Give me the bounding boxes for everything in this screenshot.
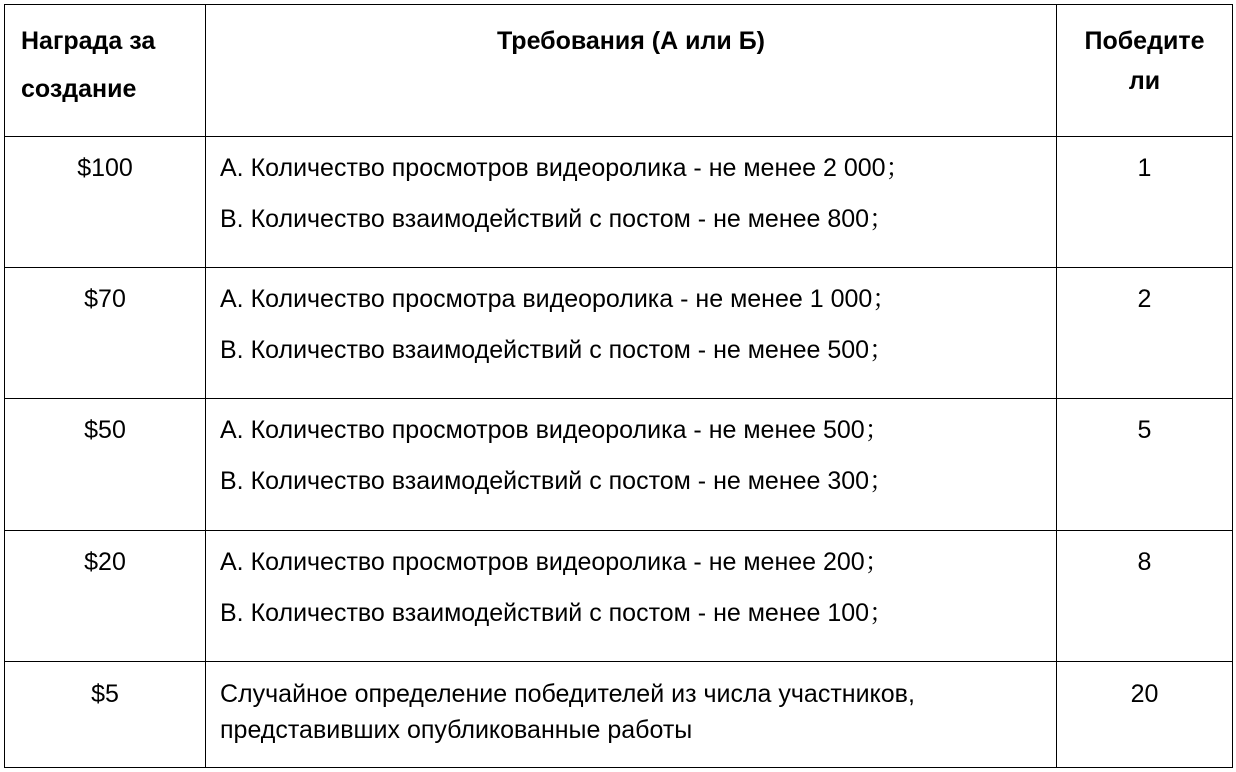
prize-cell: $70 — [5, 268, 206, 399]
prize-cell: $50 — [5, 399, 206, 530]
requirement-a: А. Количество просмотров видеоролика - не менее 500； — [220, 416, 890, 445]
header-requirements — [206, 5, 1057, 137]
table-row — [5, 268, 1233, 399]
table-row — [5, 137, 1233, 268]
requirements-cell — [206, 530, 1057, 661]
header-winners — [1057, 5, 1233, 137]
winners-cell: 20 — [1057, 661, 1233, 767]
requirement-b: В. Количество взаимодействий с постом - не менее 800； — [220, 205, 895, 233]
header-winners-line-1: Победите — [1084, 27, 1205, 55]
requirement-b: В. Количество взаимодействий с постом - не менее 300； — [220, 467, 895, 496]
prize-cell: $20 — [5, 530, 206, 661]
requirements-cell — [206, 137, 1057, 268]
header-prize-line-1: Награда за — [21, 27, 156, 55]
requirement-b: В. Количество взаимодействий с постом - не менее 100； — [220, 598, 895, 627]
requirement-a: А. Количество просмотров видеоролика - не менее 200； — [220, 547, 890, 576]
header-winners-line-2: ли — [1128, 67, 1161, 95]
requirement-line-1: Случайное определение победителей из числа участников, — [220, 679, 915, 708]
requirements-cell — [206, 661, 1057, 767]
requirements-cell — [206, 399, 1057, 530]
requirement-a: А. Количество просмотра видеоролика - не менее 1 000； — [220, 285, 898, 314]
table-header-row — [5, 5, 1233, 137]
table-row — [5, 530, 1233, 661]
prize-cell: $100 — [5, 137, 206, 268]
requirements-cell — [206, 268, 1057, 399]
header-prize — [5, 5, 206, 137]
prize-cell: $5 — [5, 661, 206, 767]
header-requirements-label: Требования (А или Б) — [496, 27, 765, 55]
table-row — [5, 661, 1233, 767]
winners-cell: 8 — [1057, 530, 1233, 661]
table-row — [5, 399, 1233, 530]
header-prize-line-2: создание — [21, 75, 137, 103]
rewards-table — [4, 4, 1233, 768]
requirement-b: В. Количество взаимодействий с постом - не менее 500； — [220, 336, 895, 365]
winners-cell: 1 — [1057, 137, 1233, 268]
winners-cell: 2 — [1057, 268, 1233, 399]
requirement-line-2: представивших опубликованные работы — [220, 715, 693, 744]
requirement-a: А. Количество просмотров видеоролика - не менее 2 000； — [220, 154, 911, 182]
winners-cell: 5 — [1057, 399, 1233, 530]
